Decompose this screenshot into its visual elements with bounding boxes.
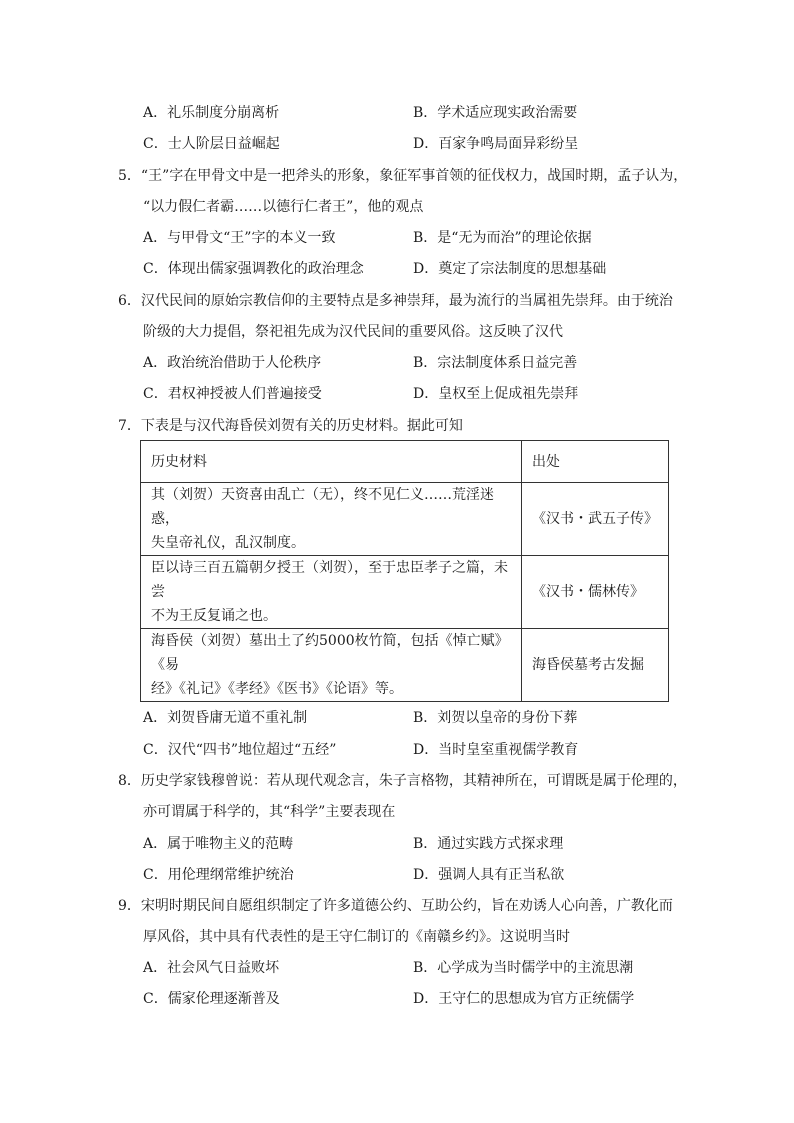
- q8-option-a: A．属于唯物主义的范畴: [143, 836, 294, 852]
- material-line: 不为王反复诵之也。: [151, 608, 277, 624]
- q9-option-b: B．心学成为当时儒学中的主流思潮: [413, 960, 634, 976]
- q7-stem: 7．下表是与汉代海昏侯刘贺有关的历史材料。据此可知: [118, 418, 463, 434]
- q9-stem-line1: 9．宋明时期民间自愿组织制定了许多道德公约、互助公约，旨在劝诱人心向善，广教化而: [118, 898, 673, 914]
- header-material: 历史材料: [141, 441, 522, 483]
- source-cell: 《汉书・武五子传》: [522, 483, 669, 556]
- q7-option-c: C．汉代“四书”地位超过“五经”: [143, 742, 337, 758]
- q9-option-d: D．王守仁的思想成为官方正统儒学: [413, 991, 635, 1007]
- q9-option-c: C．儒家伦理逐渐普及: [143, 991, 280, 1007]
- q5-stem-line1: 5．“王”字在甲骨文中是一把斧头的形象，象征军事首领的征伐权力，战国时期，孟子认为，: [118, 168, 688, 184]
- q4-option-d: D．百家争鸣局面异彩纷呈: [413, 136, 579, 152]
- source-table: [140, 440, 669, 702]
- table-header-row: [141, 441, 669, 483]
- q9-option-a: A．社会风气日益败坏: [143, 960, 280, 976]
- q7-option-b: B．刘贺以皇帝的身份下葬: [413, 710, 578, 726]
- material-line: 经》《礼记》《孝经》《医书》《论语》等。: [151, 681, 403, 697]
- table-row: [141, 483, 669, 556]
- q8-stem-line1: 8．历史学家钱穆曾说：若从现代观念言，朱子言格物，其精神所在，可谓既是属于伦理的，: [118, 773, 687, 789]
- source-cell: 海昏侯墓考古发掘: [522, 629, 669, 702]
- material-line: 失皇帝礼仪，乱汉制度。: [151, 535, 305, 551]
- q6-option-d: D．皇权至上促成祖先崇拜: [413, 386, 579, 402]
- q6-stem-line1: 6．汉代民间的原始宗教信仰的主要特点是多神崇拜，最为流行的当属祖先崇拜。由于统治: [118, 293, 673, 309]
- q8-stem-line2: 亦可谓属于科学的，其“科学”主要表现在: [143, 804, 396, 820]
- q5-option-b: B．是“无为而治”的理论依据: [413, 230, 592, 246]
- q9-stem-line2: 厚风俗，其中具有代表性的是王守仁制订的《南赣乡约》。这说明当时: [143, 929, 570, 945]
- q6-stem-line2: 阶级的大力提倡，祭祀祖先成为汉代民间的重要风俗。这反映了汉代: [143, 324, 563, 340]
- q4-option-a: A．礼乐制度分崩离析: [143, 105, 280, 121]
- q6-option-a: A．政治统治借助于人伦秩序: [143, 355, 322, 371]
- material-cell: [141, 483, 522, 556]
- material-line: 臣以诗三百五篇朝夕授王（刘贺），至于忠臣孝子之篇，未尝: [151, 560, 508, 600]
- q4-option-b: B．学术适应现实政治需要: [413, 105, 578, 121]
- q6-option-c: C．君权神授被人们普遍接受: [143, 386, 322, 402]
- q7-option-a: A．刘贺昏庸无道不重礼制: [143, 710, 308, 726]
- q5-stem-line2: “以力假仁者霸……以德行仁者王”，他的观点: [143, 199, 424, 215]
- q4-option-c: C．士人阶层日益崛起: [143, 136, 280, 152]
- q7-option-d: D．当时皇室重视儒学教育: [413, 742, 579, 758]
- material-line: 海昏侯（刘贺）墓出土了约5000枚竹简，包括《悼亡赋》《易: [151, 633, 509, 673]
- table-row: [141, 556, 669, 629]
- header-source: 出处: [522, 441, 669, 483]
- q5-option-a: A．与甲骨文“王”字的本义一致: [143, 230, 336, 246]
- q8-option-c: C．用伦理纲常维护统治: [143, 867, 294, 883]
- table-row: [141, 629, 669, 702]
- material-line: 其（刘贺）天资喜由乱亡（无），终不见仁义……荒淫迷惑，: [151, 487, 494, 527]
- q5-option-d: D．奠定了宗法制度的思想基础: [413, 261, 607, 277]
- q5-option-c: C．体现出儒家强调教化的政治理念: [143, 261, 364, 277]
- material-cell: [141, 556, 522, 629]
- source-cell: 《汉书・儒林传》: [522, 556, 669, 629]
- q8-option-b: B．通过实践方式探求理: [413, 836, 564, 852]
- q8-option-d: D．强调人具有正当私欲: [413, 867, 565, 883]
- q6-option-b: B．宗法制度体系日益完善: [413, 355, 578, 371]
- material-cell: [141, 629, 522, 702]
